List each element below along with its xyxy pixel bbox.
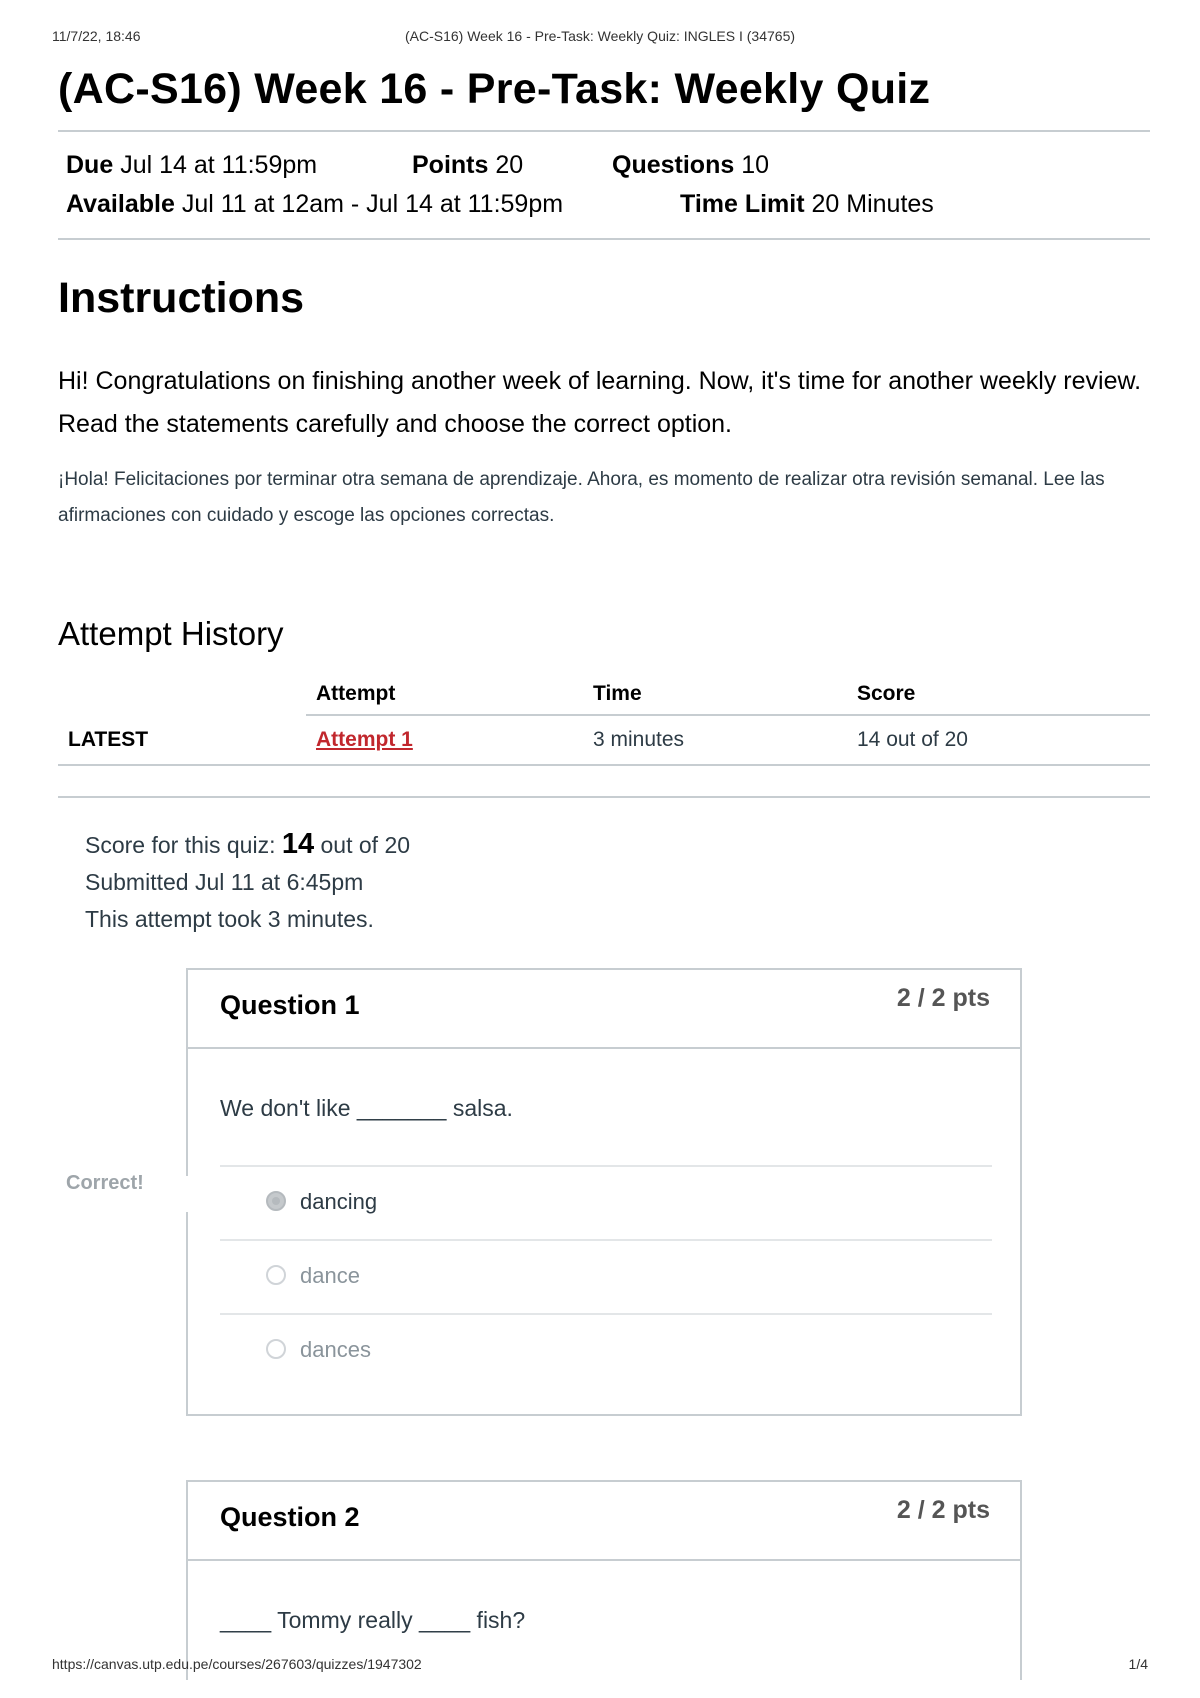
answer-option[interactable] bbox=[220, 1241, 992, 1315]
submitted-line: Submitted Jul 11 at 6:45pm bbox=[85, 869, 364, 895]
questions-info: Questions 10 bbox=[612, 151, 770, 179]
instructions-text-en: Hi! Congratulations on finishing another week of learning. Now, it's time for another weekly review. Read the statements carefully and choose the correct option. bbox=[58, 367, 1142, 438]
score-cell: 14 out of 20 bbox=[847, 715, 1150, 765]
question-body bbox=[188, 1049, 1020, 1387]
score-suffix: out of 20 bbox=[320, 832, 411, 858]
radio-icon[interactable] bbox=[266, 1265, 286, 1285]
question-header bbox=[188, 1482, 1020, 1561]
quiz-meta-row-1 bbox=[66, 146, 1142, 185]
question-points: 2 / 2 pts bbox=[896, 1496, 990, 1524]
answer-label: dance bbox=[300, 1263, 360, 1288]
page-title: (AC-S16) Week 16 - Pre-Task: Weekly Quiz bbox=[58, 65, 931, 113]
available-info: Available Jul 11 at 12am - Jul 14 at 11:59pm bbox=[66, 190, 564, 218]
points-info: Points 20 bbox=[412, 151, 524, 179]
print-url: https://canvas.utp.edu.pe/courses/267603/quizzes/1947302 bbox=[52, 1656, 422, 1672]
attempt-cell bbox=[306, 715, 583, 765]
print-doc-title: (AC-S16) Week 16 - Pre-Task: Weekly Quiz: INGLES I (34765) bbox=[404, 28, 796, 44]
radio-icon[interactable] bbox=[266, 1339, 286, 1359]
question-card bbox=[186, 1480, 1022, 1680]
table-header-empty bbox=[58, 674, 306, 715]
divider bbox=[58, 796, 1150, 798]
duration-line: This attempt took 3 minutes. bbox=[85, 906, 374, 932]
print-header bbox=[52, 28, 1148, 48]
answer-option[interactable] bbox=[220, 1167, 992, 1241]
flag-divider bbox=[184, 1176, 188, 1212]
question-text: ____ Tommy really ____ fish? bbox=[220, 1607, 526, 1633]
quiz-meta bbox=[58, 132, 1150, 238]
divider bbox=[58, 238, 1150, 240]
instructions-text-es: ¡Hola! Felicitaciones por terminar otra semana de aprendizaje. Ahora, es momento de realizar otra revisión semanal. Lee las afirmaciones con cuidado y escoge las opciones correctas. bbox=[58, 469, 1105, 526]
due-info: Due Jul 14 at 11:59pm bbox=[66, 151, 318, 179]
question-text: We don't like _______ salsa. bbox=[220, 1049, 992, 1167]
table-header-row bbox=[58, 674, 1150, 715]
print-page-number: 1/4 bbox=[1128, 1656, 1148, 1672]
instructions-heading: Instructions bbox=[58, 274, 305, 322]
time-limit-info: Time Limit 20 Minutes bbox=[680, 190, 934, 218]
print-datetime: 11/7/22, 18:46 bbox=[52, 28, 141, 44]
table-header-score: Score bbox=[847, 674, 1150, 715]
latest-tag: LATEST bbox=[58, 715, 306, 765]
question-points: 2 / 2 pts bbox=[896, 984, 990, 1012]
quiz-score-line bbox=[85, 826, 1150, 864]
table-row bbox=[58, 715, 1150, 765]
quiz-content bbox=[58, 60, 1150, 938]
score-summary bbox=[85, 826, 1150, 938]
score-value: 14 bbox=[281, 828, 315, 860]
quiz-meta-row-2 bbox=[66, 185, 1142, 224]
question-title: Question 1 bbox=[220, 990, 360, 1020]
table-header-time: Time bbox=[583, 674, 847, 715]
table-header-attempt: Attempt bbox=[306, 674, 583, 715]
attempt-link[interactable]: Attempt 1 bbox=[316, 728, 413, 751]
answer-option[interactable] bbox=[220, 1315, 992, 1387]
attempt-history-table bbox=[58, 674, 1150, 766]
question-title: Question 2 bbox=[220, 1502, 360, 1532]
question-header bbox=[188, 970, 1020, 1049]
attempt-history-heading: Attempt History bbox=[58, 615, 284, 652]
score-prefix: Score for this quiz: bbox=[85, 832, 276, 858]
answer-label: dances bbox=[300, 1337, 371, 1362]
correct-answer-flag: Correct! bbox=[66, 1172, 144, 1194]
radio-selected-icon[interactable] bbox=[266, 1191, 286, 1211]
question-card bbox=[186, 968, 1022, 1416]
print-footer bbox=[52, 1656, 1148, 1676]
answer-label: dancing bbox=[300, 1189, 378, 1214]
time-cell: 3 minutes bbox=[583, 715, 847, 765]
